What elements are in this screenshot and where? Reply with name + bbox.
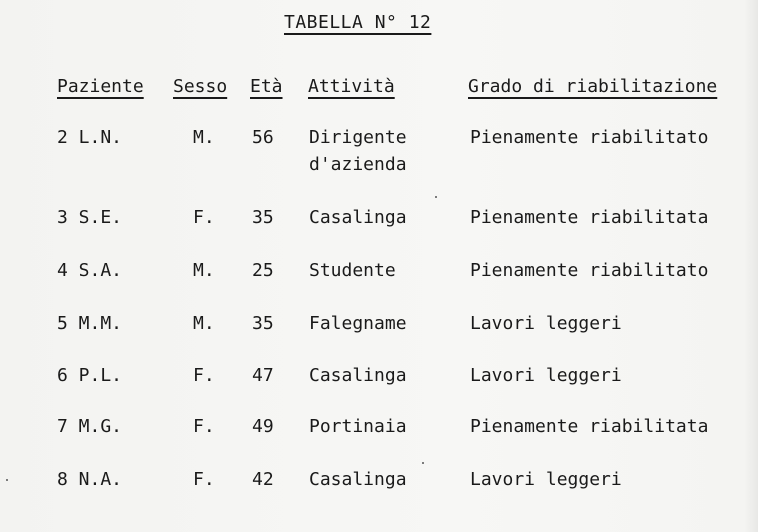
cell-attivita-row-5: Casalinga bbox=[309, 365, 407, 386]
cell-sesso-row-2: F. bbox=[193, 207, 215, 228]
cell-eta-row-6: 49 bbox=[252, 416, 274, 437]
cell-paziente-row-3: 4 S.A. bbox=[57, 260, 123, 281]
cell-attivita-row-6: Portinaia bbox=[309, 416, 407, 437]
cell-eta-row-1: 56 bbox=[252, 127, 274, 148]
cell-paziente-row-2: 3 S.E. bbox=[57, 207, 123, 228]
table-title: TABELLA N° 12 bbox=[284, 12, 432, 33]
cell-attivita-row-3: Studente bbox=[309, 260, 396, 281]
cell-paziente-row-5: 6 P.L. bbox=[57, 365, 123, 386]
cell-sesso-row-1: M. bbox=[193, 127, 215, 148]
cell-sesso-row-4: M. bbox=[193, 313, 215, 334]
cell-grado-row-2: Pienamente riabilitata bbox=[470, 207, 709, 228]
header-sesso: Sesso bbox=[173, 76, 228, 97]
cell-eta-row-3: 25 bbox=[252, 260, 274, 281]
scan-speck bbox=[435, 196, 437, 198]
cell-grado-row-5: Lavori leggeri bbox=[470, 365, 622, 386]
cell-attivita-row-7: Casalinga bbox=[309, 469, 407, 490]
cell-paziente-row-6: 7 M.G. bbox=[57, 416, 123, 437]
cell-paziente-row-1: 2 L.N. bbox=[57, 127, 123, 148]
cell-paziente-row-7: 8 N.A. bbox=[57, 469, 123, 490]
cell-sesso-row-6: F. bbox=[193, 416, 215, 437]
cell-eta-row-4: 35 bbox=[252, 313, 274, 334]
cell-grado-row-7: Lavori leggeri bbox=[470, 469, 622, 490]
cell-grado-row-6: Pienamente riabilitata bbox=[470, 416, 709, 437]
cell-sesso-row-7: F. bbox=[193, 469, 215, 490]
header-eta: Età bbox=[250, 76, 283, 97]
cell-attivita-row-1: Dirigente bbox=[309, 127, 407, 148]
scan-speck bbox=[422, 462, 424, 464]
cell-attivita-row-1-line-2: d'azienda bbox=[309, 154, 407, 175]
header-grado: Grado di riabilitazione bbox=[468, 76, 718, 97]
header-attivita: Attività bbox=[308, 76, 395, 97]
page-edge-shadow bbox=[744, 0, 758, 532]
cell-attivita-row-2: Casalinga bbox=[309, 207, 407, 228]
scan-speck bbox=[6, 479, 8, 481]
cell-sesso-row-5: F. bbox=[193, 365, 215, 386]
cell-paziente-row-4: 5 M.M. bbox=[57, 313, 123, 334]
cell-sesso-row-3: M. bbox=[193, 260, 215, 281]
cell-eta-row-2: 35 bbox=[252, 207, 274, 228]
cell-grado-row-4: Lavori leggeri bbox=[470, 313, 622, 334]
cell-eta-row-5: 47 bbox=[252, 365, 274, 386]
header-paziente: Paziente bbox=[57, 76, 144, 97]
cell-grado-row-3: Pienamente riabilitato bbox=[470, 260, 709, 281]
cell-grado-row-1: Pienamente riabilitato bbox=[470, 127, 709, 148]
cell-eta-row-7: 42 bbox=[252, 469, 274, 490]
cell-attivita-row-4: Falegname bbox=[309, 313, 407, 334]
